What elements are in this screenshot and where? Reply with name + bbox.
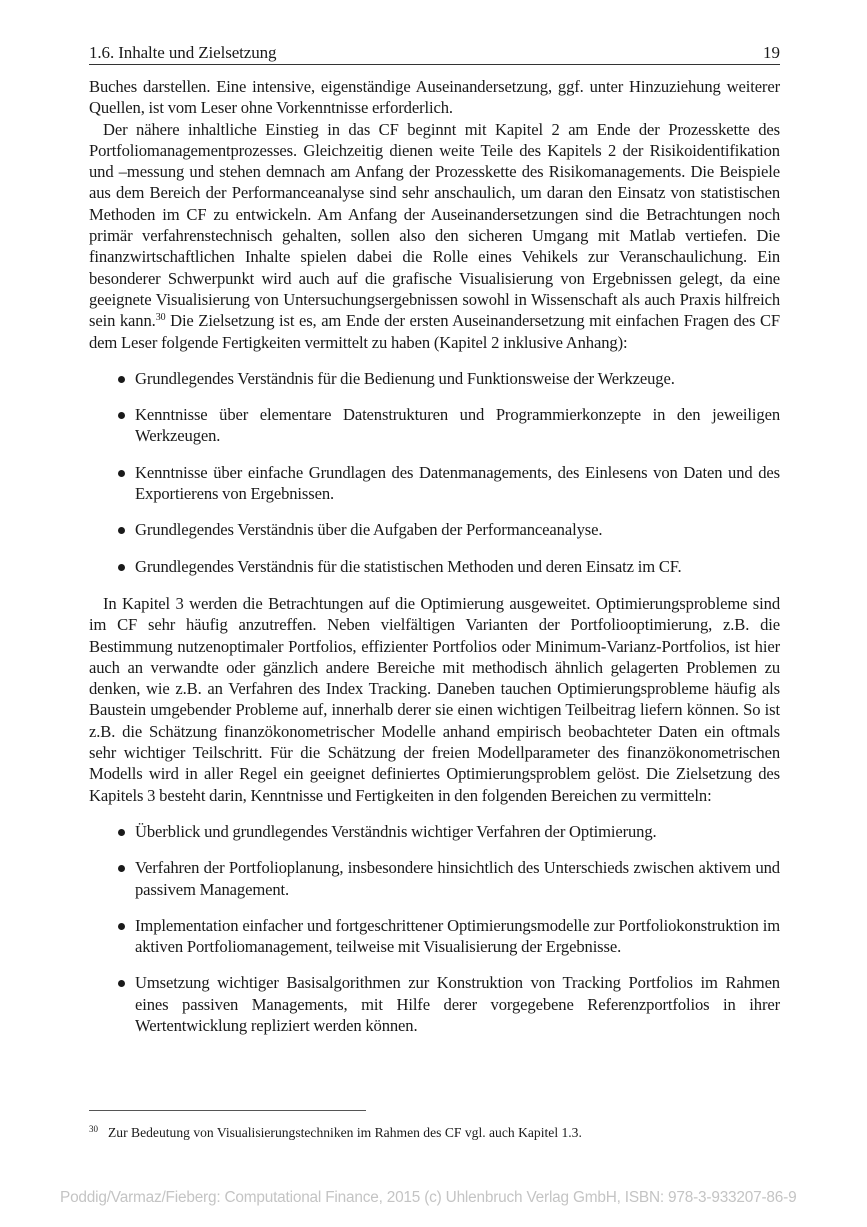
list-item-text: Kenntnisse über einfache Grundlagen des Datenmanagements, des Einlesens von Daten und des Exportierens von Ergebnissen. [135, 462, 780, 504]
bullet-icon [118, 980, 125, 987]
list-item [89, 915, 780, 958]
footnote [89, 1124, 780, 1142]
list-item [89, 972, 780, 1036]
copyright-watermark: Poddig/Varmaz/Fieberg: Computational Finance, 2015 (c) Uhlenbruch Verlag GmbH, ISBN: 978-3-933207-86-9 [60, 1189, 797, 1206]
list-item [89, 857, 780, 900]
paragraph-continuation: Buches darstellen. Eine intensive, eigenständige Auseinandersetzung, ggf. unter Hinzuziehung weiterer Quellen, ist vom Leser ohne Vorkenntnisse erforderlich. [89, 77, 780, 118]
list-item-text: Grundlegendes Verständnis über die Aufgaben der Performanceanalyse. [135, 520, 603, 540]
main-text [89, 76, 780, 1036]
paragraph-text: Die Zielsetzung ist es, am Ende der ersten Auseinandersetzung mit einfachen Fragen des CF dem Leser folgende Fertigkeiten vermittelt zu haben (Kapitel 2 inklusive Anhang): [89, 311, 780, 352]
bullet-icon [118, 376, 125, 383]
list-item-text: Implementation einfacher und fortgeschrittener Optimierungsmodelle zur Portfoliokonstruktion im aktiven Portfoliomanagement, teilweise mit Visualisierung der Ergebnisse. [135, 915, 780, 957]
footnote-text: Zur Bedeutung von Visualisierungstechniken im Rahmen des CF vgl. auch Kapitel 1.3. [108, 1125, 582, 1140]
list-item-text: Grundlegendes Verständnis für die Bedienung und Funktionsweise der Werkzeuge. [135, 368, 675, 388]
running-header [89, 42, 780, 65]
bullet-icon [118, 470, 125, 477]
paragraph-chapter-2 [89, 119, 780, 353]
paragraph-text: Der nähere inhaltliche Einstieg in das CF beginnt mit Kapitel 2 am Ende der Prozesskette des Portfoliomanagementprozesses. Gleichzeitig dienen weite Teile des Kapitels 2 der Risikoidentifikation und –messung und stehen demnach am Anfang der Prozesskette des Risikomanagements. Die Beispiele aus dem Bereich der Performanceanalyse sind sehr anschaulich, um daran den Einsatz von statistischen Methoden im CF zu entwickeln. Am Anfang der Auseinandersetzungen sind die Betrachtungen noch primär verfahrenstechnisch gehalten, sollen also den sicheren Umgang mit Matlab vertiefen. Die finanzwirtschaftlichen Inhalte spielen dabei die Rolle eines Vehikels zur Veranschaulichung. Ein besonderer Schwerpunkt wird auch auf die grafische Visualisierung von Ergebnissen gelegt, da eine geeignete Visualisierung von Untersuchungsergebnissen sowohl in Wissenschaft als auch Praxis hilfreich sein kann. [89, 119, 780, 331]
list-item-text: Überblick und grundlegendes Verständnis wichtiger Verfahren der Optimierung. [135, 821, 657, 841]
footnote-number: 30 [89, 1124, 98, 1134]
footnote-reference[interactable]: 30 [155, 312, 166, 324]
bullet-icon [118, 527, 125, 534]
page-number: 19 [763, 43, 780, 62]
chapter-3-goals-list [89, 821, 780, 1036]
bullet-icon [118, 412, 125, 419]
section-title: 1.6. Inhalte und Zielsetzung [89, 43, 277, 62]
footnote-divider [89, 1110, 366, 1111]
bullet-icon [118, 829, 125, 836]
list-item [89, 519, 780, 540]
bullet-icon [118, 923, 125, 930]
list-item [89, 404, 780, 447]
list-item [89, 462, 780, 505]
list-item-text: Grundlegendes Verständnis für die statistischen Methoden und deren Einsatz im CF. [135, 556, 682, 576]
list-item-text: Verfahren der Portfolioplanung, insbesondere hinsichtlich des Unterschieds zwischen aktivem und passivem Management. [135, 858, 780, 899]
list-item [89, 821, 780, 842]
bullet-icon [118, 564, 125, 571]
bullet-icon [118, 865, 125, 872]
list-item [89, 368, 780, 389]
chapter-2-goals-list [89, 368, 780, 577]
list-item-text: Kenntnisse über elementare Datenstrukturen und Programmierkonzepte in den jeweiligen Werkzeugen. [135, 405, 780, 446]
list-item [89, 556, 780, 577]
paragraph-chapter-3: In Kapitel 3 werden die Betrachtungen auf die Optimierung ausgeweitet. Optimierungsprobleme sind im CF sehr häufig anzutreffen. Neben vielfältigen Varianten der Portfoliooptimierung, z.B. die Bestimmung nutzenoptimaler Portfolios, effizienter Portfolios oder Minimum-Varianz-Portfolios, ist hier auch an verwandte oder gänzlich andere Bereiche mit methodisch ähnlich gelagerten Problemen zu denken, wie z.B. an Verfahren des Index Tracking. Daneben tauchen Optimierungsprobleme häufig als Baustein umgebender Probleme auf, innerhalb derer sie einen wichtigen Teilbeitrag liefern können. So ist z.B. die Schätzung finanzökonometrischer Modelle anhand empirisch beobachteter Daten ein oftmals sehr wichtiger Teilschritt. Für die Schätzung der freien Modellparameter des finanzökonometrischen Modells wird in aller Regel ein geeignet definiertes Optimierungsproblem gelöst. Die Zielsetzung des Kapitels 3 besteht darin, Kenntnisse und Fertigkeiten in den folgenden Bereichen zu vermitteln: [89, 593, 780, 805]
list-item-text: Umsetzung wichtiger Basisalgorithmen zur Konstruktion von Tracking Portfolios im Rahmen eines passiven Managements, mit Hilfe derer vorgegebene Referenzportfolios in ihrer Wertentwicklung repliziert werden können. [135, 973, 780, 1035]
